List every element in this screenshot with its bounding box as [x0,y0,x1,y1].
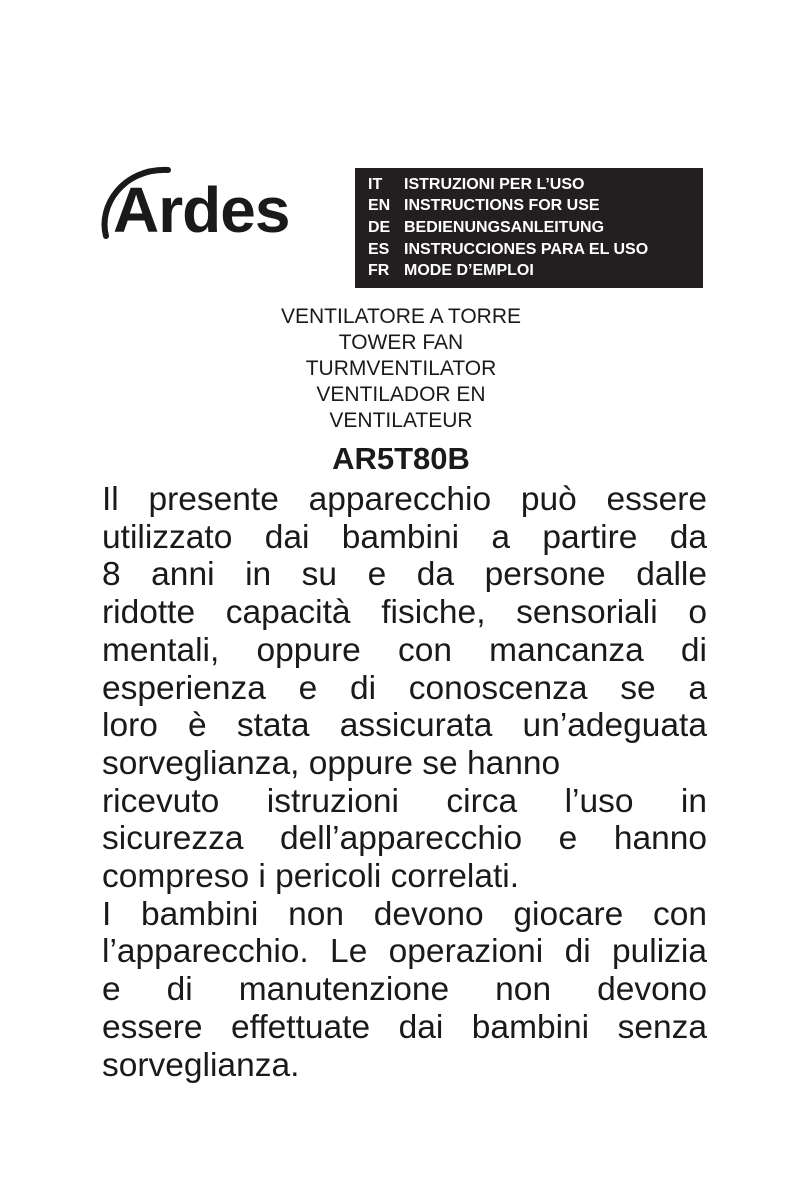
language-row-es [368,239,703,261]
warning-line: compreso i pericoli correlati. [102,858,520,896]
warning-line: 8 anni in su e da persone dalle [102,556,707,594]
language-index-box [355,168,703,288]
product-name-es: VENTILADOR EN [316,383,486,406]
product-name-it: VENTILATORE A TORRE [280,305,522,328]
language-label: MODE D’EMPLOI [404,262,534,280]
language-code: FR [368,262,390,280]
product-name-en: TOWER FAN [338,331,464,354]
safety-warning-text [102,481,707,1084]
language-label: INSTRUCTIONS FOR USE [404,197,600,215]
product-name-de: TURMVENTILATOR [305,357,497,380]
warning-line: esperienza e di conoscenza se a [102,669,707,707]
warning-line: ricevuto istruzioni circa l’uso in [102,782,707,820]
language-row-en [368,196,703,218]
warning-line: sorveglianza. [102,1046,300,1084]
language-label: INSTRUCCIONES PARA EL USO [404,240,649,258]
warning-line: sorveglianza, oppure se hanno [102,744,561,782]
language-row-it [368,174,703,196]
warning-line: l’apparecchio. Le operazioni di pulizia [102,933,707,971]
language-code: ES [368,240,390,258]
language-row-de [368,217,703,239]
warning-line: loro è stata assicurata un’adeguata [102,707,707,745]
warning-line: I bambini non devono giocare con [102,895,707,933]
ardes-logo [98,166,320,256]
warning-line: utilizzato dai bambini a partire da [102,518,707,556]
language-row-fr [368,260,703,282]
warning-line: ridotte capacità fisiche, sensoriali o [102,594,707,632]
warning-line: mentali, oppure con mancanza di [102,631,707,669]
warning-line: sicurezza dell’apparecchio e hanno [102,820,707,858]
warning-line: e di manutenzione non devono [102,971,707,1009]
language-code: EN [368,197,391,215]
warning-line: essere effettuate dai bambini senza [102,1008,707,1046]
product-name-list [0,304,802,434]
model-number: AR5T80B [332,441,470,476]
product-name-fr: VENTILATEUR [329,409,473,432]
language-label: ISTRUZIONI PER L’USO [404,175,585,193]
language-code: DE [368,218,391,236]
language-label: BEDIENUNGSANLEITUNG [404,218,605,236]
logo-wordmark: Ardes [113,174,290,246]
language-code: IT [368,175,383,193]
warning-line: Il presente apparecchio può essere [102,481,707,518]
